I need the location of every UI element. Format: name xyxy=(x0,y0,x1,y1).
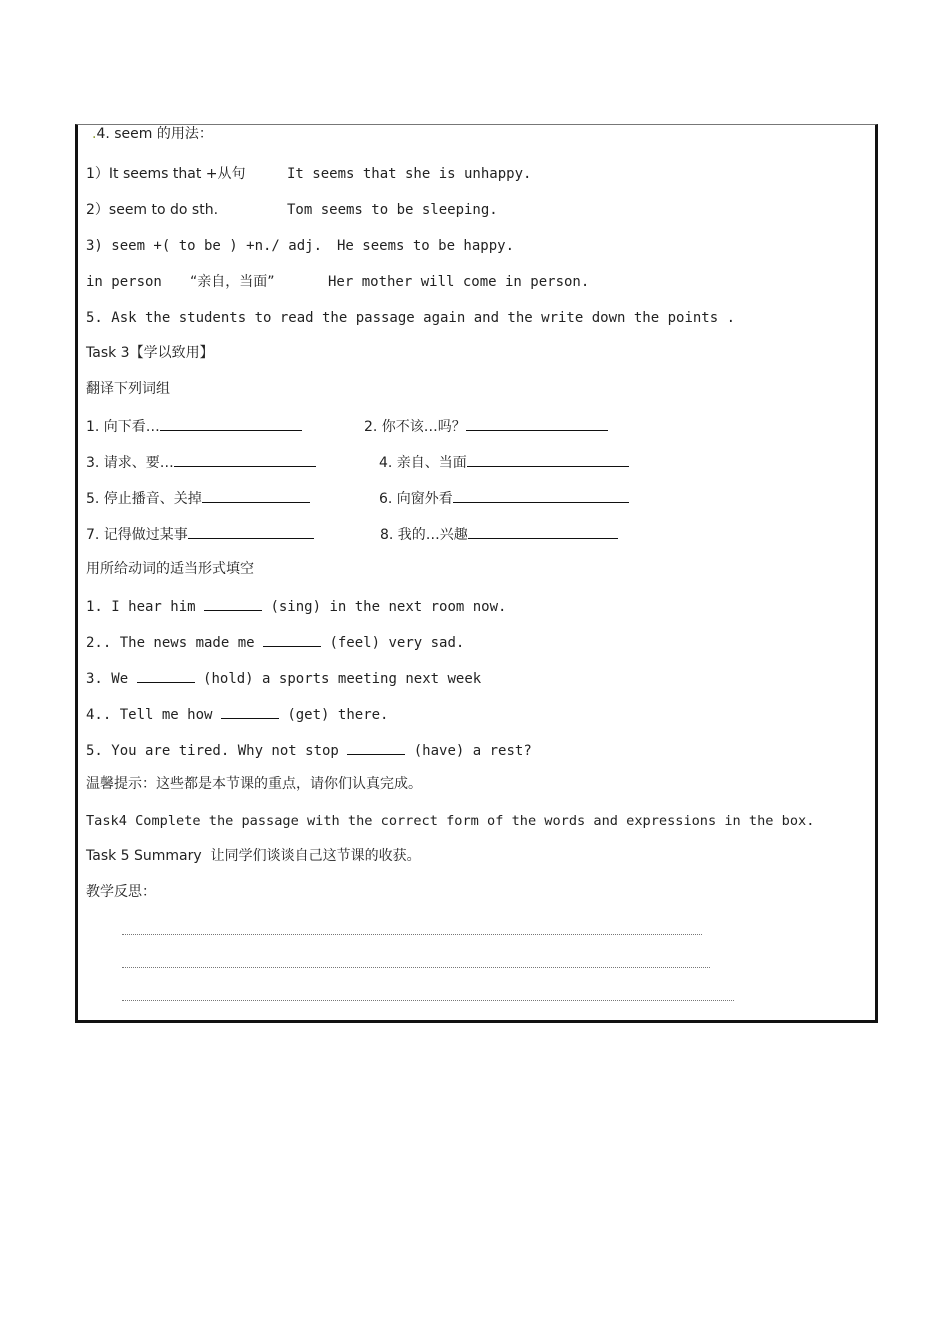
answer-blank[interactable] xyxy=(137,668,195,683)
answer-blank[interactable] xyxy=(466,416,608,431)
translate-item-5: 5. 停止播音、关掉 xyxy=(86,488,310,508)
translate-item-6: 6. 向窗外看 xyxy=(379,488,629,508)
fill-item-4: 4.. Tell me how (get) there. xyxy=(86,704,388,724)
fill-item-1: 1. I hear him (sing) in the next room now. xyxy=(86,596,506,616)
reflection-title: 教学反思： xyxy=(86,884,156,900)
seem-usage-1-example: It seems that she is unhappy. xyxy=(287,166,532,182)
translate-item-4: 4. 亲自、当面 xyxy=(379,452,629,472)
translate-title: 翻译下列词组 xyxy=(86,381,170,397)
translate-item-2: 2. 你不该…吗？ xyxy=(364,416,608,436)
answer-blank[interactable] xyxy=(347,740,405,755)
answer-blank[interactable] xyxy=(263,632,321,647)
answer-blank[interactable] xyxy=(221,704,279,719)
seem-usage-2-example: Tom seems to be sleeping. xyxy=(287,202,498,218)
in-person-meaning: “亲自，当面” xyxy=(190,274,275,290)
fill-item-5: 5. You are tired. Why not stop (have) a rest? xyxy=(86,740,532,760)
step-5: 5. Ask the students to read the passage again and the write down the points . xyxy=(86,310,736,326)
translate-item-1: 1. 向下看… xyxy=(86,416,302,436)
task4: Task4 Complete the passage with the correct form of the words and expressions in the box. xyxy=(86,813,815,829)
seem-usage-1: 1）It seems that +从句 xyxy=(86,166,246,182)
answer-blank[interactable] xyxy=(160,416,302,431)
in-person-example: Her mother will come in person. xyxy=(328,274,590,290)
seem-usage-2: 2）seem to do sth. xyxy=(86,202,219,218)
translate-item-8: 8. 我的…兴趣 xyxy=(380,524,618,544)
seem-usage-3: 3) seem +( to be ) +n./ adj. xyxy=(86,238,323,254)
seem-usage-3-example: He seems to be happy. xyxy=(337,238,515,254)
yellow-mark-icon: . xyxy=(92,126,97,142)
answer-blank[interactable] xyxy=(453,488,629,503)
fill-item-2: 2.. The news made me (feel) very sad. xyxy=(86,632,464,652)
answer-blank[interactable] xyxy=(467,452,629,467)
reflection-line xyxy=(122,967,710,968)
answer-blank[interactable] xyxy=(468,524,618,539)
task3-title: Task 3【学以致用】 xyxy=(86,345,214,361)
seem-heading: .4. seem 的用法： xyxy=(92,126,213,142)
fill-item-3: 3. We (hold) a sports meeting next week xyxy=(86,668,481,688)
translate-item-3: 3. 请求、要… xyxy=(86,452,316,472)
reflection-line xyxy=(122,934,702,935)
in-person-phrase: in person xyxy=(86,274,162,290)
reflection-line xyxy=(122,1000,734,1001)
answer-blank[interactable] xyxy=(204,596,262,611)
tip: 温馨提示：这些都是本节课的重点，请你们认真完成。 xyxy=(86,776,422,792)
translate-item-7: 7. 记得做过某事 xyxy=(86,524,314,544)
task5: Task 5 Summary 让同学们谈谈自己这节课的收获。 xyxy=(86,848,421,864)
fill-title: 用所给动词的适当形式填空 xyxy=(86,561,254,577)
answer-blank[interactable] xyxy=(202,488,310,503)
answer-blank[interactable] xyxy=(174,452,316,467)
answer-blank[interactable] xyxy=(188,524,314,539)
